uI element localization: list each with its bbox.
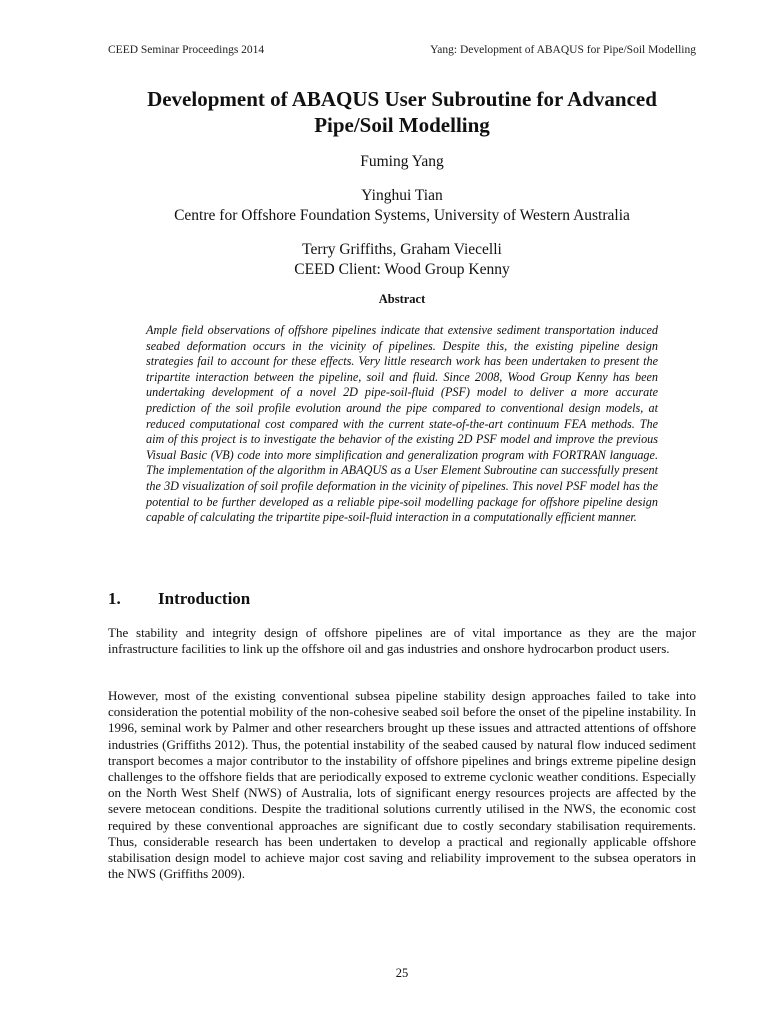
body-paragraph: The stability and integrity design of offshore pipelines are of vital importance as they are the major infrastructure facilities to link up the offshore oil and gas industries and onshore hydrocarbon product users. xyxy=(108,625,696,657)
paper-title: Development of ABAQUS User Subroutine for Advanced Pipe/Soil Modelling xyxy=(147,87,657,137)
header-right: Yang: Development of ABAQUS for Pipe/Soil Modelling xyxy=(430,44,696,56)
client-block xyxy=(108,240,696,280)
section-number: 1. xyxy=(108,589,121,608)
abstract-heading: Abstract xyxy=(378,292,426,306)
running-header xyxy=(108,44,696,56)
body-paragraph: However, most of the existing conventional subsea pipeline stability design approaches failed to take into consideration the potential mobility of the non-cohesive seabed soil before the onset of the pipeline instability. In 1996, seminal work by Palmer and other researchers brought up these issues and attracted attentions of offshore industries (Griffiths 2012). Thus, the potential instability of the seabed caused by natural flow induced sediment transport becomes a major contributor to the instability of offshore pipelines and brings extreme pipeline design challenges to the offshore fields that are periodically exposed to extreme cyclonic weather conditions. Especially on the North West Shelf (NWS) of Australia, lots of significant energy resources projects are affected by the severe metocean conditions. Despite the traditional solutions currently utilised in the NWS, the economic cost required by these conventional approaches are significant due to costly secondary stabilisation requirements. Thus, considerable research has been undertaken to develop a practical and regionally applicable offshore stabilisation design model to achieve major cost saving and reliability improvement to the subsea operators in the NWS (Griffiths 2009). xyxy=(108,688,696,882)
client-contacts: Terry Griffiths, Graham Viecelli xyxy=(302,241,502,258)
section-title: Introduction xyxy=(158,589,251,608)
author-1: Fuming Yang xyxy=(360,153,444,170)
header-left: CEED Seminar Proceedings 2014 xyxy=(108,44,265,56)
client-name: CEED Client: Wood Group Kenny xyxy=(294,261,510,278)
abstract-text: Ample field observations of offshore pipelines indicate that extensive sediment transportation induced seabed deformation occurs in the vicinity of pipelines. Despite this, the existing pipeline design strategies fail to account for these effects. Very little research work has been undertaken to present the tripartite interaction between the pipeline, soil and fluid. Since 2008, Wood Group Kenny has been undertaking development of a novel 2D pipe-soil-fluid (PSF) model to deliver a more accurate prediction of the soil profile evolution around the pipe compared to conventional design models, at reduced computational cost compared with the current state-of-the-art continuum FEA methods. The aim of this project is to investigate the behavior of the existing 2D PSF model and improve the previous Visual Basic (VB) code into more simplification and generalization program with FORTRAN language. The implementation of the algorithm in ABAQUS as a User Element Subroutine can successfully present the 3D visualization of soil profile deformation in the vicinity of pipelines. This novel PSF model has the potential to be further developed as a reliable pipe-soil modelling package for offshore pipeline design capable of calculating the tripartite pipe-soil-fluid interaction in a computationally efficient manner. xyxy=(146,323,658,525)
affiliation: Centre for Offshore Foundation Systems, University of Western Australia xyxy=(174,207,630,224)
supervisor-block xyxy=(108,186,696,226)
page-number: 25 xyxy=(395,966,409,980)
supervisor-name: Yinghui Tian xyxy=(361,187,443,204)
author-name xyxy=(108,152,696,172)
section-heading xyxy=(108,589,696,609)
